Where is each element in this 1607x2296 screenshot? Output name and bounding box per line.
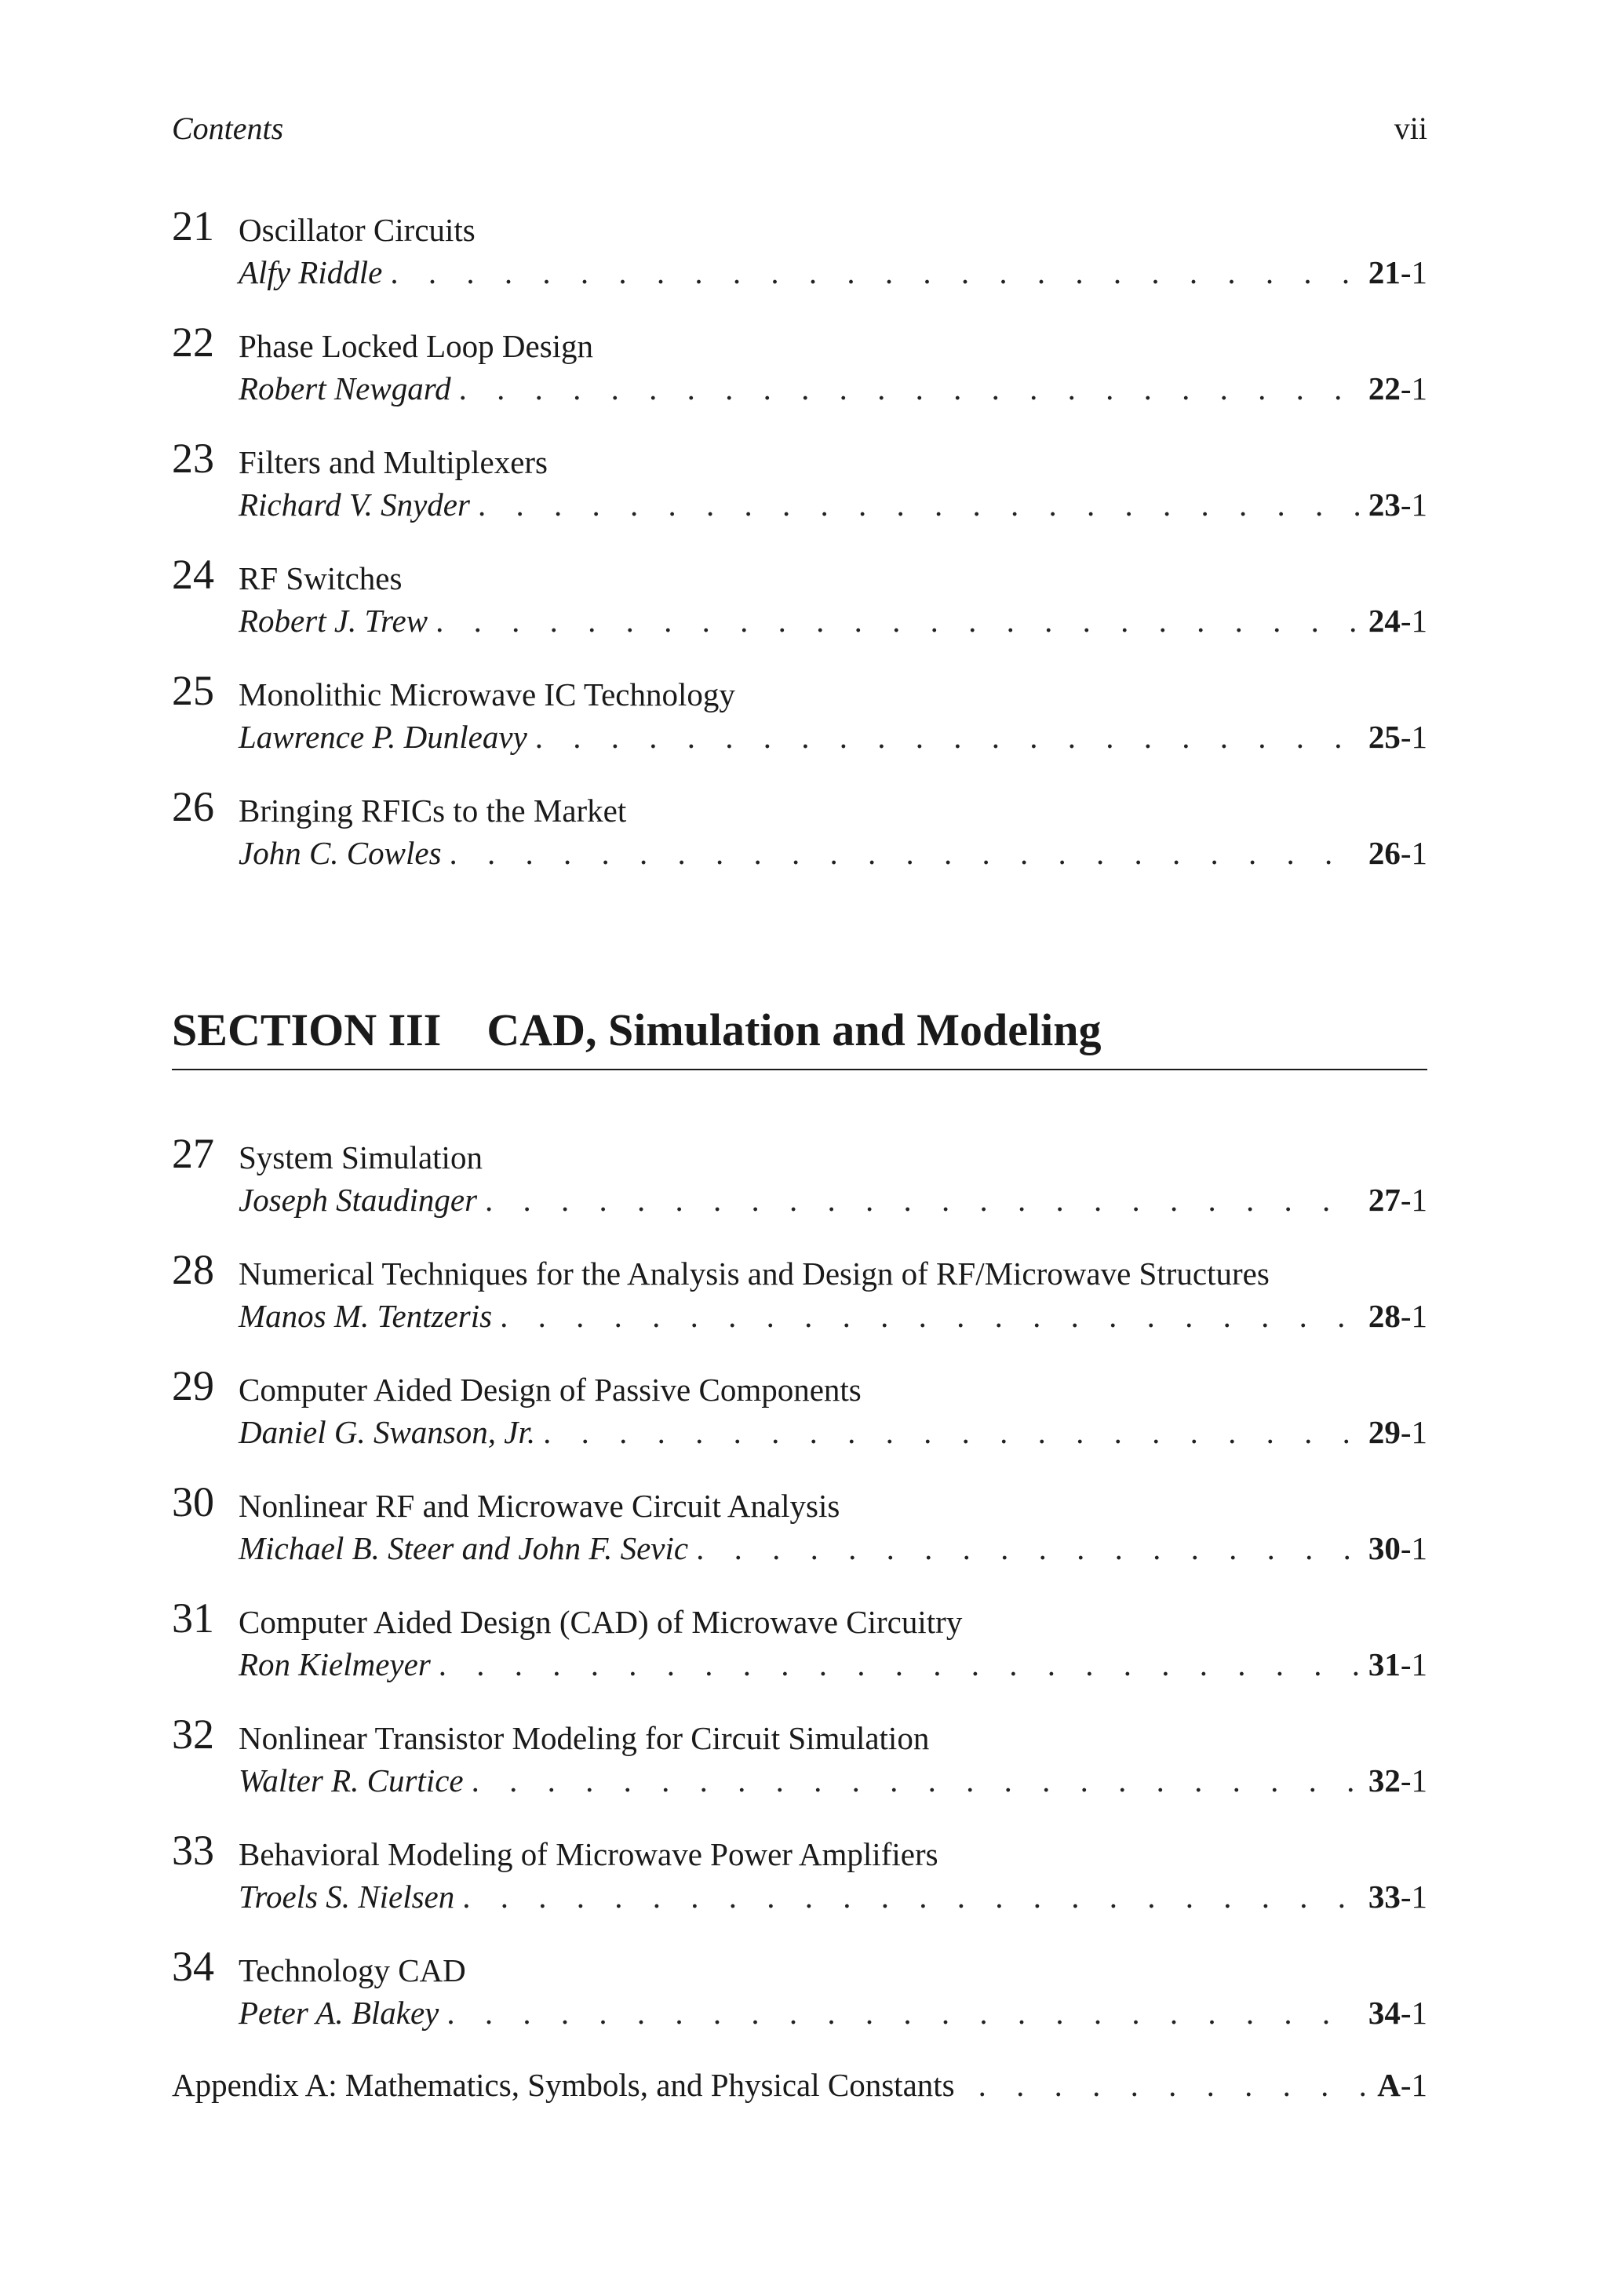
chapter-author: John C. Cowles [239,835,442,871]
chapter-number: 26 [172,783,214,830]
dot-leader [485,1179,1362,1221]
chapter-number: 25 [172,667,214,714]
toc-entry[interactable] [172,1711,1427,1827]
chapter-author: Manos M. Tentzeris [239,1298,493,1334]
chapter-number: 29 [172,1362,214,1409]
chapter-page-ref: 30-1 [1368,1530,1427,1566]
chapter-author: Robert J. Trew [239,603,428,639]
toc-entry[interactable] [172,1246,1427,1362]
dot-leader [446,1992,1361,2034]
chapter-number: 24 [172,551,214,598]
chapter-title: Numerical Techniques for the Analysis and Design of RF/Microwave Structures [239,1256,1270,1292]
chapter-page-ref: 27-1 [1368,1182,1427,1218]
dot-leader [478,483,1362,526]
dot-leader [543,1411,1362,1453]
chapter-page-ref: 31-1 [1368,1646,1427,1682]
toc-entry[interactable] [172,783,1427,899]
chapter-number: 33 [172,1827,214,1874]
chapter-author: Daniel G. Swanson, Jr. [239,1414,536,1450]
dot-leader [462,1875,1362,1918]
chapter-author-line [239,1295,1427,1337]
chapter-author-line [239,832,1427,874]
dot-leader [472,1759,1362,1802]
section-heading [172,1003,1427,1070]
chapter-page-ref: 25-1 [1368,719,1427,755]
chapter-title: Nonlinear RF and Microwave Circuit Analysis [239,1488,840,1524]
toc-list-section-iii [172,1130,1427,2059]
chapter-author: Peter A. Blakey [239,1995,439,2031]
dot-leader [390,251,1362,293]
chapter-author: Troels S. Nielsen [239,1879,455,1915]
chapter-author: Ron Kielmeyer [239,1646,431,1682]
chapter-number: 22 [172,319,214,366]
toc-entry[interactable] [172,1130,1427,1246]
chapter-author: Lawrence P. Dunleavy [239,719,527,755]
section-title: CAD, Simulation and Modeling [486,1004,1102,1055]
dot-leader [450,832,1362,874]
chapter-title: Nonlinear Transistor Modeling for Circuit Simulation [239,1720,930,1756]
chapter-author-line [239,251,1427,293]
chapter-number: 34 [172,1943,214,1990]
chapter-page-ref: 26-1 [1368,835,1427,871]
chapter-title: Phase Locked Loop Design [239,328,594,364]
chapter-number: 21 [172,202,214,250]
chapter-author-line [239,1527,1427,1569]
toc-entry[interactable] [172,667,1427,783]
chapter-author-line [239,1759,1427,1802]
dot-leader [535,716,1362,758]
chapter-page-ref: 23-1 [1368,487,1427,523]
chapter-title: RF Switches [239,560,403,596]
chapter-title: Oscillator Circuits [239,212,476,248]
chapter-author: Robert Newgard [239,370,451,406]
chapter-author-line [239,367,1427,410]
toc-entry[interactable] [172,1594,1427,1711]
chapter-title: System Simulation [239,1139,483,1175]
chapter-author: Walter R. Curtice [239,1762,464,1799]
dot-leader [500,1295,1362,1337]
dot-leader [459,367,1362,410]
section-label: SECTION III [172,1004,442,1055]
chapter-author: Richard V. Snyder [239,487,470,523]
chapter-number: 31 [172,1594,214,1642]
toc-entry[interactable] [172,551,1427,667]
chapter-number: 23 [172,435,214,482]
chapter-author-line [239,600,1427,642]
dot-leader [439,1643,1362,1686]
appendix-page-ref: A-1 [1377,2067,1427,2103]
chapter-number: 32 [172,1711,214,1758]
appendix-title: Appendix A: Mathematics, Symbols, and Physical Constants [172,2067,955,2103]
chapter-page-ref: 28-1 [1368,1298,1427,1334]
running-head-title: Contents [172,111,284,146]
chapter-number: 27 [172,1130,214,1177]
chapter-title: Behavioral Modeling of Microwave Power Amplifiers [239,1836,938,1872]
page-number: vii [1394,111,1427,146]
chapter-author-line [239,1643,1427,1686]
chapter-author-line [239,1875,1427,1918]
toc-entry-appendix-a[interactable] [172,2064,1427,2106]
chapter-number: 28 [172,1246,214,1293]
chapter-page-ref: 22-1 [1368,370,1427,406]
dot-leader [696,1527,1362,1569]
dot-leader [978,2064,1372,2106]
toc-entry[interactable] [172,1362,1427,1478]
chapter-title: Technology CAD [239,1952,466,1988]
chapter-page-ref: 29-1 [1368,1414,1427,1450]
chapter-page-ref: 32-1 [1368,1762,1427,1799]
chapter-title: Monolithic Microwave IC Technology [239,676,735,712]
chapter-author-line [239,1179,1427,1221]
chapter-author-line [239,716,1427,758]
toc-entry[interactable] [172,1943,1427,2059]
toc-entry[interactable] [172,319,1427,435]
dot-leader [435,600,1362,642]
toc-list-section-ii [172,202,1427,899]
chapter-page-ref: 33-1 [1368,1879,1427,1915]
chapter-title: Bringing RFICs to the Market [239,793,627,829]
chapter-title: Computer Aided Design of Passive Components [239,1372,862,1408]
chapter-author: Michael B. Steer and John F. Sevic [239,1530,689,1566]
chapter-author: Joseph Staudinger [239,1182,478,1218]
running-head [172,110,1427,157]
chapter-title: Computer Aided Design (CAD) of Microwave Circuitry [239,1604,963,1640]
chapter-author-line [239,1992,1427,2034]
chapter-page-ref: 34-1 [1368,1995,1427,2031]
chapter-author: Alfy Riddle [239,254,383,290]
chapter-author-line [239,483,1427,526]
toc-entry[interactable] [172,435,1427,551]
toc-entry[interactable] [172,1478,1427,1594]
chapter-author-line [239,1411,1427,1453]
chapter-number: 30 [172,1478,214,1525]
toc-entry[interactable] [172,202,1427,319]
chapter-page-ref: 21-1 [1368,254,1427,290]
chapter-title: Filters and Multiplexers [239,444,548,480]
chapter-page-ref: 24-1 [1368,603,1427,639]
toc-entry[interactable] [172,1827,1427,1943]
